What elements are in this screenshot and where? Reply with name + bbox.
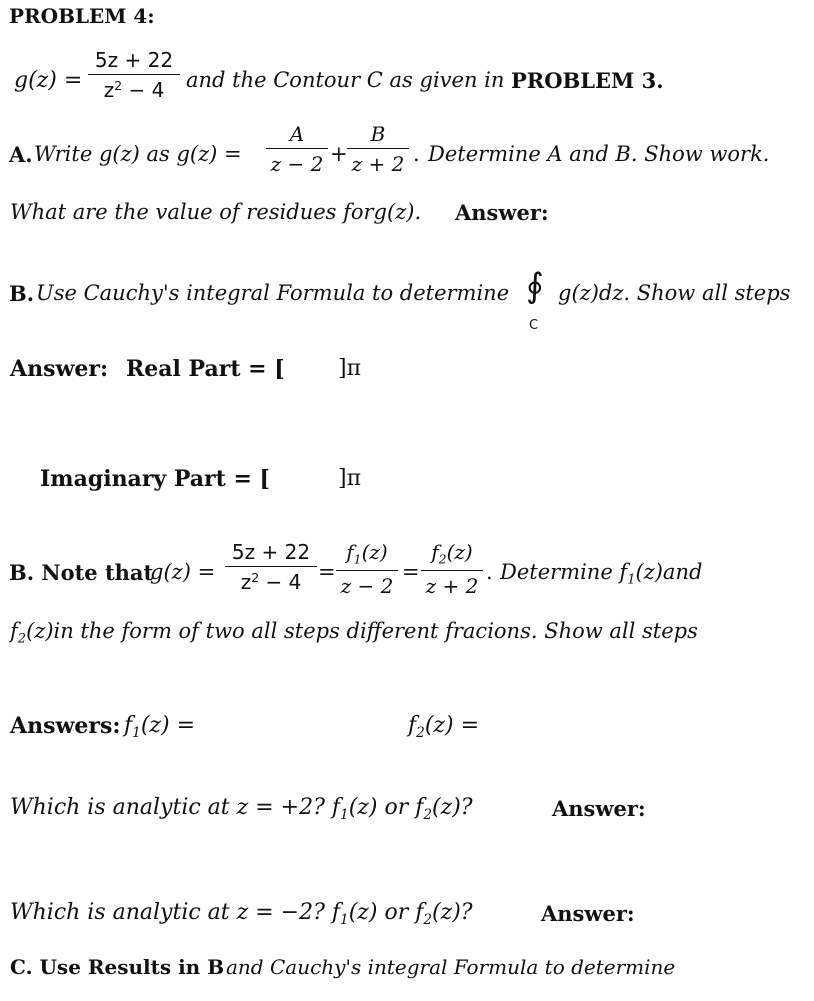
- partC-label: C. Use Results in B: [10, 955, 225, 979]
- q-plus2: Which is analytic at z = +2? $f_1(z)$ or $f_2(z)$?: [10, 795, 473, 823]
- answer-imag-close: ]π: [338, 466, 362, 491]
- partB2-eq1: =: [318, 560, 336, 584]
- partB1-integrand: g(z)dz. Show all steps: [558, 281, 791, 305]
- contour-integral-icon: ∮: [526, 266, 544, 306]
- def-tail-text: and the Contour C as given in: [186, 68, 505, 92]
- partA-label: A.: [9, 142, 33, 167]
- q-plus2-answer-label: Answer:: [552, 796, 646, 821]
- answers-label: Answers:: [10, 713, 121, 739]
- def-fraction: [88, 50, 180, 100]
- partB2-label: B. Note that: [9, 560, 154, 585]
- def-problem-ref: PROBLEM 3.: [511, 68, 664, 93]
- partB2-lhs: g(z) =: [150, 560, 216, 584]
- answers-f1: $f_1(z)$ =: [124, 713, 196, 741]
- residue-answer-label: Answer:: [455, 200, 549, 225]
- residue-question: What are the value of residues forg(z).: [10, 200, 422, 224]
- problem-title: PROBLEM 4:: [9, 4, 155, 28]
- partC-text: and Cauchy's integral Formula to determine: [226, 955, 676, 979]
- partA-plus: +: [330, 142, 348, 166]
- integral-subscript: C: [529, 318, 539, 333]
- partB2-fraction-g: 5z + 22 $z^2 - 4$: [225, 542, 317, 592]
- partB1-label: B.: [9, 281, 35, 306]
- answer-imag-part: Imaginary Part = [: [40, 466, 270, 492]
- def-lhs: g(z) =: [14, 68, 83, 93]
- partB2-period: .: [486, 560, 493, 584]
- answer-real-close: ]π: [338, 356, 362, 381]
- q-minus2-answer-label: Answer:: [541, 901, 635, 926]
- def-numerator: 5z + 22: [94, 48, 174, 72]
- partB1-text: Use Cauchy's integral Formula to determine: [36, 281, 510, 305]
- partA-period: .: [413, 142, 420, 166]
- answer-real-part: Real Part = [: [126, 356, 285, 382]
- answers-f2: $f_2(z)$ =: [408, 713, 480, 741]
- partB2-determine: Determine $f_1(z)and$: [500, 560, 703, 588]
- answer-real-label: Answer:: [10, 356, 109, 382]
- def-denominator: $z^2 - 4$: [103, 78, 165, 102]
- partA-fraction-A: A z − 2: [266, 124, 328, 174]
- partA-text1: Write g(z) as g(z) =: [34, 142, 242, 166]
- partA-text2: Determine A and B. Show work.: [428, 142, 770, 166]
- partB2-fraction-f2: $f_2(z)$ z + 2: [421, 542, 483, 596]
- partB2-eq2: =: [402, 560, 420, 584]
- fraction-bar: [88, 74, 180, 75]
- partB2-line2: $f_2(z)in$ the form of two all steps different fracions. Show all steps: [10, 619, 698, 647]
- partA-fraction-B: B z + 2: [347, 124, 409, 174]
- partB2-fraction-f1: $f_1(z)$ z − 2: [336, 542, 398, 596]
- q-minus2: Which is analytic at z = −2? $f_1(z)$ or $f_2(z)$?: [10, 900, 473, 928]
